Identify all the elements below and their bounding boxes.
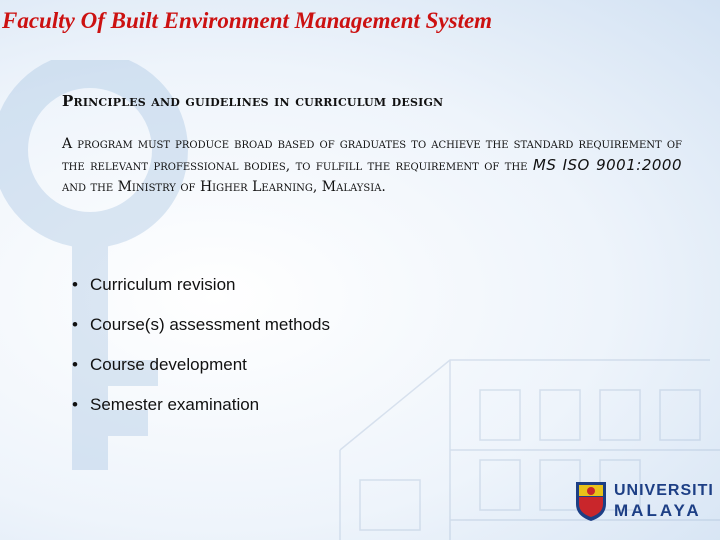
paragraph-text-start: A program must produce broad based of graduates to achieve the standard requirement of the relevant professional bodies, to fulfill the requirement of the [62, 136, 682, 174]
list-item [72, 354, 330, 394]
logo-line-1: UNIVERSITI [614, 482, 714, 499]
standard-name: MS ISO 9001:2000 [532, 156, 683, 174]
body-paragraph [62, 134, 682, 198]
paragraph-text-end: and the Ministry of Higher Learning, Malaysia. [62, 179, 386, 195]
bullet-icon: • [72, 395, 78, 414]
list-item-label: Course(s) assessment methods [90, 315, 330, 334]
list-item [72, 274, 330, 314]
logo-wordmark [614, 481, 714, 521]
university-crest-icon [574, 480, 608, 522]
list-item [72, 314, 330, 354]
list-item-label: Course development [90, 355, 247, 374]
bullet-list [72, 274, 330, 434]
list-item-label: Semester examination [90, 395, 260, 414]
bullet-icon: • [72, 315, 78, 334]
list-item-label: Curriculum revision [90, 275, 236, 294]
bullet-icon: • [72, 355, 78, 374]
logo-line-2: MALAYA [614, 501, 702, 520]
bullet-icon: • [72, 275, 78, 294]
list-item [72, 394, 330, 434]
slide-title: Faculty Of Built Environment Management System [2, 8, 493, 33]
university-logo [570, 478, 714, 528]
section-heading: Principles and guidelines in curriculum design [62, 92, 444, 110]
